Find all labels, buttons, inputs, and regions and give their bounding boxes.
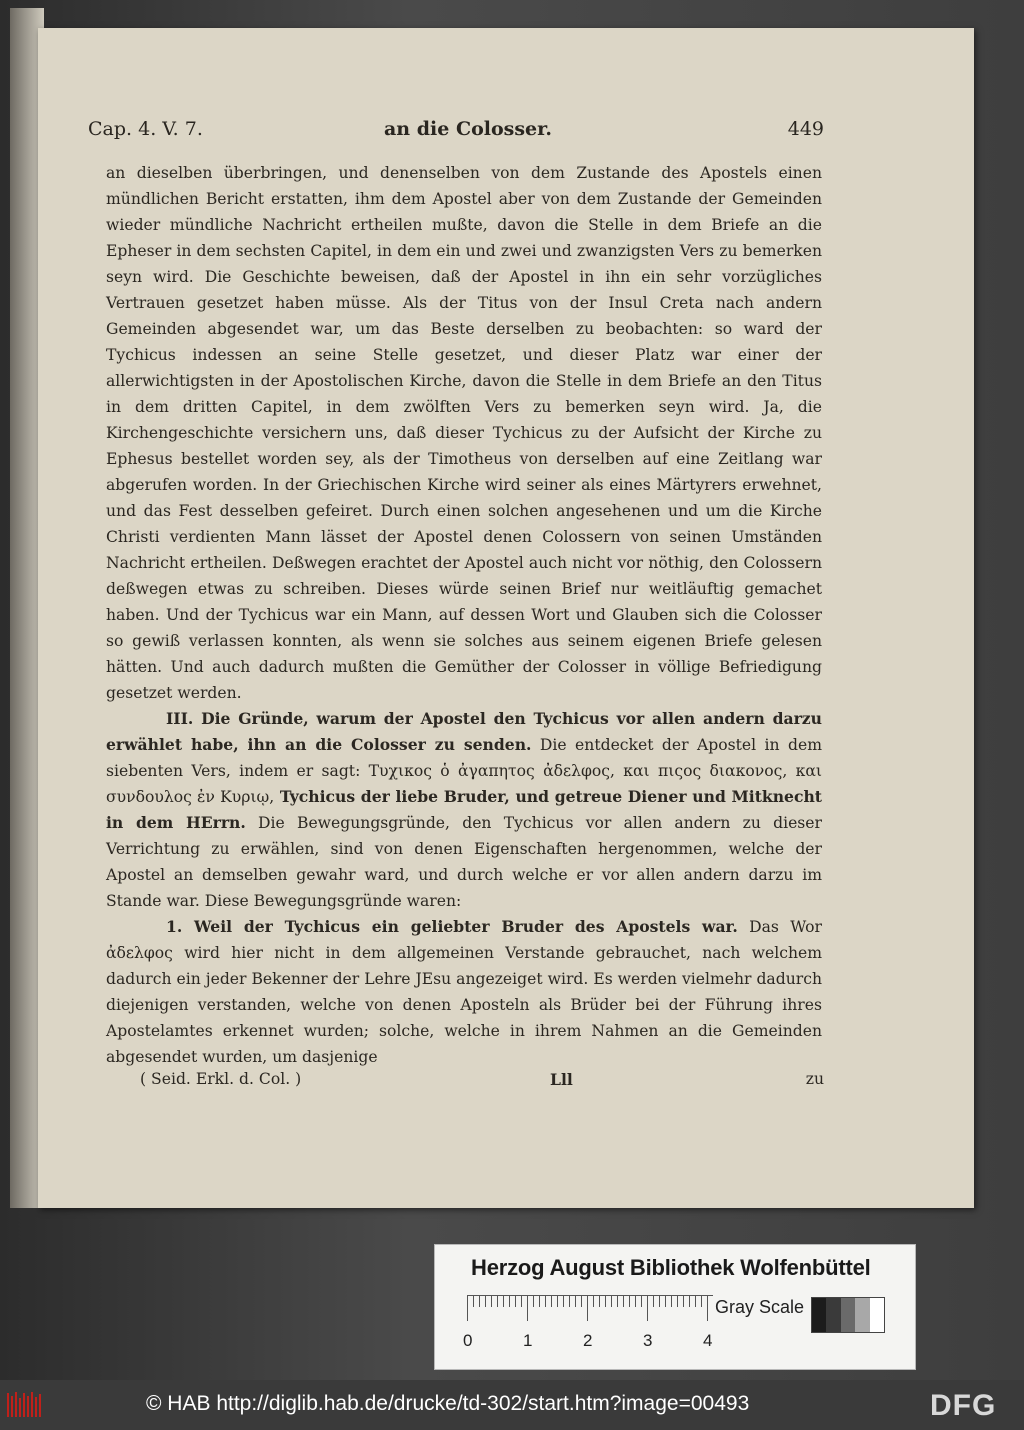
paragraph-3-lead: 1. Weil der Tychicus ein geliebter Bruder des Apostels war. [166,917,738,936]
ruler-label: 4 [703,1331,713,1350]
gray-swatch [855,1298,869,1332]
ruler-tick [635,1295,636,1307]
ruler-tick [593,1295,594,1307]
ruler-label: 1 [523,1331,533,1350]
viewer-footer-bar [0,1380,1024,1430]
ruler-tick [527,1295,528,1321]
signature-mark: Lll [550,1070,573,1089]
ruler-tick [617,1295,618,1307]
ruler-label: 2 [583,1331,593,1350]
signature-reference: ( Seid. Erkl. d. Col. ) [140,1070,302,1088]
ruler-tick [533,1295,534,1307]
paragraph-3 [106,914,822,1070]
page-footer [140,1070,824,1098]
paragraph-3-text: Das Wor ἀδελφος wird hier nicht in dem allgemeinen Verstande gebrauchet, nach welchem dadurch ein jeder Bekenner der Lehre JEsu angezeiget wird. Es werden vielmehr dadurch diejenigen verstanden, welche von denen Aposteln als Brüder bei der Führung ihres Apostelamtes erkennet wurden; solche, welche in ihrem Nahmen an die Gemeinden abgesendet wurden, um dasjenige [106,918,823,1066]
ruler-tick [491,1295,492,1307]
ruler-tick [515,1295,516,1307]
ruler-label: 0 [463,1331,473,1350]
ruler-tick [707,1295,708,1321]
paragraph-1 [106,160,822,706]
ruler-tick [605,1295,606,1307]
ruler-tick [695,1295,696,1307]
ruler-tick [467,1295,468,1321]
ruler-tick [497,1295,498,1307]
ruler-tick [473,1295,474,1307]
ruler-tick [539,1295,540,1307]
paragraph-2-emphasis: Tychicus der liebe Bruder, und getreue Diener und Mitknecht in dem HErrn. [106,787,822,832]
ruler-tick [665,1295,666,1307]
ruler-tick [485,1295,486,1307]
ruler-tick [671,1295,672,1307]
ruler-tick [653,1295,654,1307]
ruler-tick [569,1295,570,1307]
paragraph-2-tail: Die Bewegungsgründe, den Tychicus vor allen andern zu dieser Verrichtung zu erwählen, sind von denen Eigenschaften hergenommen, welche der Apostel an demselben gewahr ward, und durch welche er vor allen andern darzu im Stande war. Diese Bewegungsgründe waren: [106,814,822,910]
ruler-tick [701,1295,702,1307]
ruler-tick [659,1295,660,1307]
copyright-source-link[interactable]: © HAB http://diglib.hab.de/drucke/td-302/start.htm?image=00493 [146,1392,750,1415]
paragraph-1-text: an dieselben überbringen, und denenselben von dem Zustande des Apostels einen mündlichen Bericht erstatten, ihm dem Apostel aber von dem Zustande der Gemeinden wieder mündliche Nachricht ertheilen mußte, davon die Stelle in dem Briefe an die Epheser in dem sechsten Capitel, in dem ein und zwei und zwanzigsten Vers zu bemerken seyn wird. Die Geschichte beweisen, daß der Apostel in ihn ein sehr vorzügliches Vertrauen gesetzet haben müsse. Als der Titus von der Insul Creta nach andern Gemeinden abgesendet war, um das Beste derselben zu beobachten: so ward der Tychicus indessen an seine Stelle gesetzet, und dieser Platz war einer der allerwichtigsten in der Apostolischen Kirche, davon die Stelle in dem Briefe an den Titus in dem dritten Capitel, in dem zwölften Vers zu bemerken seyn wird. Ja, die Kirchengeschichte versichern uns, daß dieser Tychicus zu der Aufsicht der Kirche zu Ephesus bestellet worden sey, als der Timotheus von derselben auf eine Zeitlang war abgerufen worden. In der Griechischen Kirche wird seiner als eines Märtyrers erwehnet, und das Fest desselben gefeiret. Durch einen solchen angesehenen und um die Kirche Christi verdienten Mann lässet der Apostel denen Colossern von seinen Umständen Nachricht ertheilen. Deßwegen erachtet der Apostel auch nicht vor nöthig, den Colossern deßwegen etwas zu schreiben. Dieses würde seinen Brief nur weitläuftig gemachet haben. Und der Tychicus war ein Mann, auf dessen Wort und Glauben sich die Colosser so gewiß verlassen konnten, als wenn sie solches aus seinem eigenen Briefe gelesen hätten. Und auch dadurch mußten die Gemüther der Colosser in völlige Befriedigung gesetzet werden. [106,164,822,702]
ruler-tick [677,1295,678,1307]
running-head-chapter: Cap. 4. V. 7. [88,118,203,140]
gray-swatch [826,1298,840,1332]
ruler-tick [587,1295,588,1321]
ruler-tick [563,1295,564,1307]
catchword: zu [805,1070,824,1088]
ruler-tick [551,1295,552,1307]
ruler-tick [575,1295,576,1307]
ruler-tick [623,1295,624,1307]
ruler-tick [611,1295,612,1307]
dfg-logo: DFG [930,1389,997,1422]
paragraph-2-text: Die entdecket der Apostel in dem siebenten Vers, indem er sagt: Τυχικος ὁ ἀγαπητος ἀδελφος, και πιςος διακονος, και συνδουλος ἐν Κυριῳ, [106,736,822,806]
ruler-tick [545,1295,546,1307]
page-number: 449 [787,118,824,140]
paragraph-2 [106,706,822,914]
ruler-tick [479,1295,480,1307]
ruler-label: 3 [643,1331,653,1350]
ruler-tick [581,1295,582,1307]
gray-scale-bar [811,1297,885,1333]
ruler-tick [683,1295,684,1307]
ruler-tick [503,1295,504,1307]
paragraph-2-lead: III. Die Gründe, warum der Apostel den Tychicus vor allen andern darzu erwählet habe, ihn an die Colosser zu senden. [106,709,822,754]
running-head-title: an die Colosser. [384,118,552,140]
gray-swatch [870,1298,884,1332]
gray-scale-label: Gray Scale [715,1297,805,1317]
library-color-card [434,1244,916,1370]
ruler-tick [521,1295,522,1307]
ruler-tick [689,1295,690,1307]
ruler-tick [509,1295,510,1307]
ruler-tick [647,1295,648,1321]
ruler-tick [599,1295,600,1307]
gray-swatch [841,1298,855,1332]
page-body-text [106,160,822,1070]
ruler-tick [629,1295,630,1307]
ruler-tick [557,1295,558,1307]
hab-logo-icon [6,1390,42,1420]
ruler-tick [641,1295,642,1307]
page-header [88,118,824,150]
library-name: Herzog August Bibliothek Wolfenbüttel [471,1255,871,1280]
scale-ruler [463,1295,713,1350]
gray-swatch [812,1298,826,1332]
